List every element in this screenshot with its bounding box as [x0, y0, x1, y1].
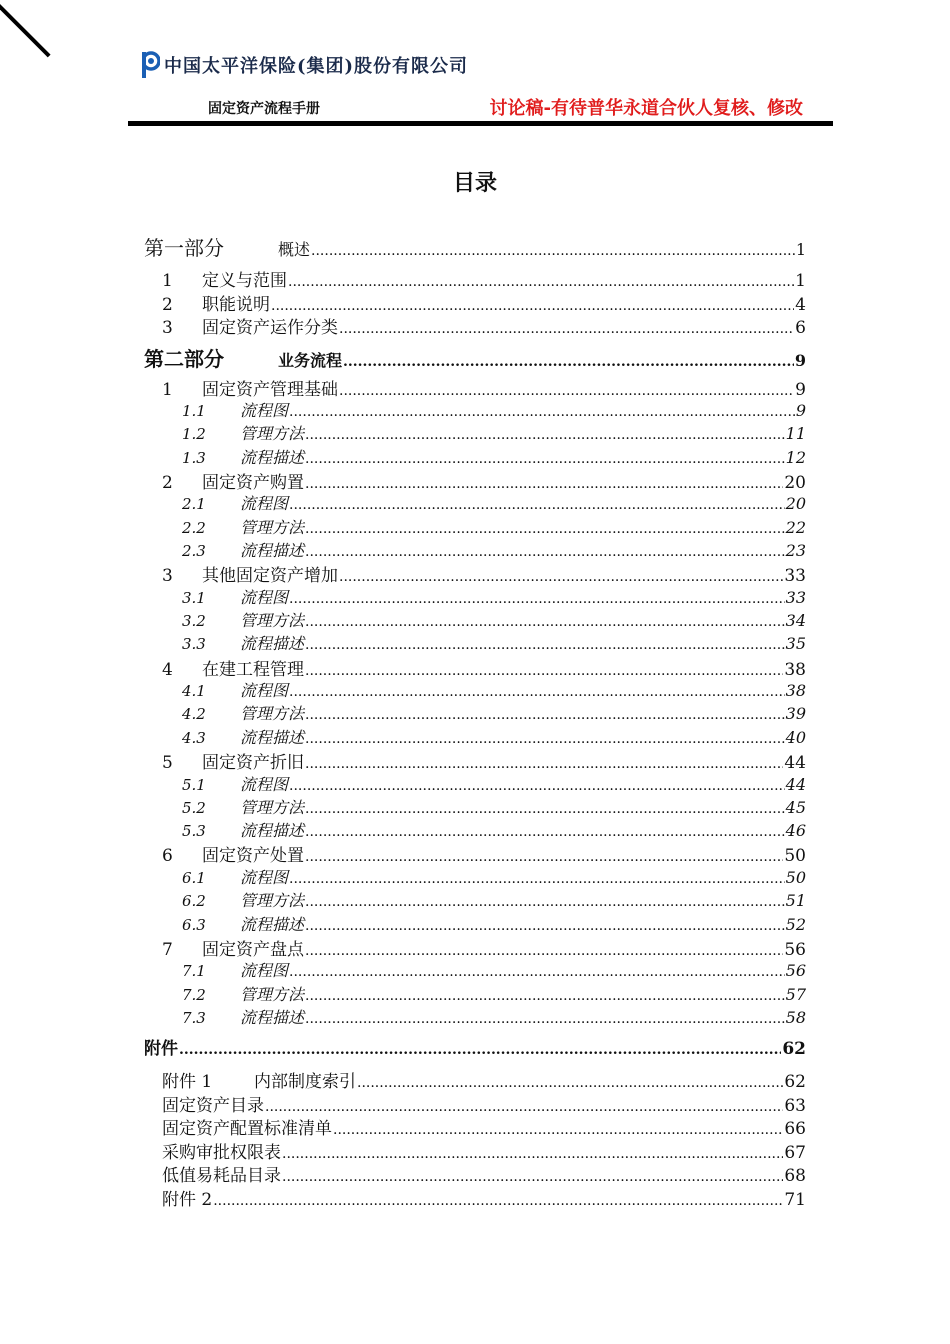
toc-page-number: 58 [785, 1007, 806, 1027]
toc-page-number: 9 [795, 379, 806, 400]
toc-entry-number: 2 [162, 472, 173, 493]
toc-subsection-entry[interactable] [144, 725, 806, 748]
company-logo [142, 50, 468, 80]
toc-leader [333, 1122, 783, 1138]
toc-entry-number: 3 [162, 318, 173, 338]
toc-appendix-entry[interactable] [144, 1185, 806, 1209]
toc-entry-number: 4.2 [182, 705, 206, 724]
toc-leader [305, 801, 785, 817]
toc-entry-title: 流程描述 [240, 447, 305, 467]
toc-leader [289, 404, 795, 420]
toc-entry-title: 固定资产配置标准清单 [162, 1119, 332, 1140]
toc-entry-number: 附件 1 [162, 1072, 213, 1093]
toc-section-entry[interactable] [144, 375, 806, 399]
toc-subsection-entry[interactable] [144, 982, 806, 1005]
toc-leader [305, 707, 785, 723]
toc-appendix-entry[interactable] [144, 1091, 806, 1115]
cpic-logo-icon [142, 50, 160, 80]
toc-entry-title: 管理方法 [240, 611, 305, 631]
toc-entry-number: 6.2 [182, 892, 206, 911]
toc-subsection-entry[interactable] [144, 912, 806, 935]
toc-entry-number: 7.1 [182, 962, 206, 981]
toc-entry-title: 流程描述 [240, 821, 305, 841]
toc-leader [343, 354, 794, 370]
toc-entry-title: 管理方法 [240, 797, 305, 817]
toc-page-number: 1 [795, 271, 806, 291]
toc-subsection-entry[interactable] [144, 491, 806, 514]
toc-entry-number: 3.3 [182, 635, 206, 654]
toc-part-label: 第一部分 [144, 236, 224, 260]
toc-page-number: 39 [785, 704, 806, 724]
toc-leader [357, 1075, 783, 1091]
toc-page-number: 56 [785, 961, 806, 981]
company-name: 中国太平洋保险(集团)股份有限公司 [164, 56, 469, 77]
toc-entry-title: 流程图 [240, 961, 289, 981]
toc-title: 目录 [452, 171, 497, 196]
toc-entry-title: 固定资产购置 [202, 472, 304, 493]
toc-subsection-entry[interactable] [144, 608, 806, 631]
toc-leader [339, 321, 794, 337]
toc-entry-number: 2.2 [182, 518, 206, 537]
toc-entry-title: 固定资产管理基础 [202, 379, 338, 400]
toc-page-number: 51 [785, 891, 806, 911]
toc-leader [305, 894, 785, 910]
toc-entry-title: 流程描述 [240, 1007, 305, 1027]
toc-page-number: 45 [785, 797, 806, 817]
toc-entry-number: 6 [162, 846, 173, 867]
toc-page-number: 9 [794, 350, 806, 370]
toc-entry-title: 低值易耗品目录 [162, 1166, 281, 1187]
toc-entry-title: 固定资产盘点 [202, 939, 304, 960]
toc-section-entry[interactable] [144, 313, 806, 337]
toc-entry-title: 流程图 [240, 774, 289, 794]
toc-entry-title: 定义与范围 [202, 271, 287, 291]
toc-entry-title: 固定资产处置 [202, 846, 304, 867]
toc-entry-number: 3 [162, 566, 173, 587]
toc-page-number: 1 [795, 240, 806, 259]
toc-page-number: 38 [785, 681, 806, 701]
toc-page-number: 11 [785, 424, 806, 444]
toc-page-number: 38 [784, 659, 806, 680]
toc-leader [271, 298, 794, 314]
toc-page-number: 33 [785, 587, 806, 607]
toc-page-number: 20 [784, 472, 806, 493]
toc-entry-number: 1 [162, 379, 173, 400]
toc-entry-title: 管理方法 [240, 424, 305, 444]
toc-leader [305, 663, 783, 679]
toc-leader [305, 731, 785, 747]
toc-part-label: 第二部分 [144, 346, 224, 371]
toc-entry-number: 4.1 [182, 682, 206, 701]
toc-leader [305, 1011, 785, 1027]
toc-entry-number: 5.1 [182, 775, 206, 794]
toc-leader [305, 988, 785, 1004]
toc-subsection-entry[interactable] [144, 398, 806, 421]
draft-note: 讨论稿-有待普华永道合伙人复核、修改 [489, 98, 803, 119]
toc-subsection-entry[interactable] [144, 795, 806, 818]
toc-leader [288, 274, 794, 290]
toc-page-number: 62 [782, 1039, 806, 1060]
toc-leader [305, 849, 783, 865]
toc-leader [305, 476, 783, 492]
toc-entry-title: 职能说明 [202, 294, 270, 315]
toc-entry-title: 流程描述 [240, 634, 305, 654]
toc-entry-title: 流程图 [240, 867, 289, 887]
toc-leader [282, 1169, 783, 1185]
toc-page-number: 9 [795, 401, 806, 420]
toc-subsection-entry[interactable] [144, 958, 806, 981]
toc-entry-title: 管理方法 [240, 891, 305, 911]
toc-entry-title: 流程图 [240, 681, 289, 701]
toc-leader [305, 918, 785, 934]
toc-page-number: 4 [795, 294, 806, 315]
corner-crop-mark [0, 0, 51, 57]
toc-leader [339, 569, 783, 585]
toc-part-title: 概述 [278, 240, 311, 259]
table-of-contents [144, 232, 806, 1208]
toc-appendix-entry[interactable] [144, 1138, 806, 1162]
toc-entry-title: 流程图 [240, 494, 289, 514]
toc-entry-number: 5.3 [182, 822, 206, 841]
toc-entry-title: 流程图 [240, 587, 289, 607]
toc-leader [265, 1099, 783, 1115]
toc-page-number: 35 [785, 634, 806, 654]
toc-section-entry[interactable] [144, 468, 806, 492]
toc-leader [289, 591, 785, 607]
toc-entry-title: 固定资产折旧 [202, 753, 304, 774]
toc-page-number: 66 [784, 1119, 806, 1140]
toc-entry-title: 管理方法 [240, 704, 305, 724]
toc-entry-number: 3.1 [182, 588, 206, 607]
toc-entry-number: 2.3 [182, 541, 206, 560]
toc-leader [289, 778, 785, 794]
toc-subsection-entry[interactable] [144, 678, 806, 701]
toc-entry-title: 在建工程管理 [202, 659, 304, 680]
toc-entry-number: 2 [162, 294, 173, 315]
toc-leader [305, 756, 783, 772]
toc-entry-number: 3.2 [182, 612, 206, 631]
toc-entry-title: 内部制度索引 [254, 1072, 356, 1093]
toc-entry-title: 流程描述 [240, 540, 305, 560]
toc-entry-number: 6.3 [182, 915, 206, 934]
toc-appendix[interactable] [144, 1034, 806, 1067]
toc-leader [305, 451, 785, 467]
toc-entry-title: 固定资产运作分类 [202, 318, 338, 338]
toc-page-number: 23 [785, 540, 806, 560]
toc-subsection-entry[interactable] [144, 538, 806, 561]
toc-part-1[interactable] [144, 232, 806, 266]
toc-page-number: 50 [785, 867, 806, 887]
toc-leader [305, 427, 785, 443]
toc-page-number: 6 [795, 318, 806, 338]
toc-page-number: 44 [785, 774, 806, 794]
toc-page-number: 33 [784, 566, 806, 587]
toc-leader [289, 684, 785, 700]
toc-appendix-entry[interactable] [144, 1161, 806, 1185]
toc-entry-number: 1.3 [182, 448, 206, 467]
manual-title: 固定资产流程手册 [208, 101, 320, 117]
toc-section-entry[interactable] [144, 561, 806, 585]
toc-subsection-entry[interactable] [144, 445, 806, 468]
toc-appendix-entry[interactable] [144, 1114, 806, 1138]
toc-entry-number: 6.1 [182, 868, 206, 887]
toc-entry-number: 5 [162, 753, 173, 774]
toc-leader [305, 521, 785, 537]
toc-page-number: 44 [784, 753, 806, 774]
toc-leader [305, 614, 785, 630]
toc-appendix-entry[interactable] [144, 1067, 806, 1091]
toc-leader [305, 943, 783, 959]
toc-page-number: 34 [785, 611, 806, 631]
toc-page-number: 20 [785, 494, 806, 514]
toc-entry-title: 采购审批权限表 [162, 1142, 281, 1163]
toc-entry-title: 附件 2 [162, 1189, 213, 1210]
toc-leader [305, 544, 785, 560]
toc-entry-title: 其他固定资产增加 [202, 566, 338, 587]
toc-subsection-entry[interactable] [144, 772, 806, 795]
toc-entry-number: 4.3 [182, 728, 206, 747]
toc-page-number: 63 [784, 1095, 806, 1116]
toc-section-entry[interactable] [144, 841, 806, 865]
toc-section-entry[interactable] [144, 935, 806, 959]
toc-entry-number: 7.3 [182, 1008, 206, 1027]
toc-section-entry[interactable] [144, 290, 806, 314]
toc-entry-number: 4 [162, 659, 173, 680]
toc-entry-title: 流程描述 [240, 914, 305, 934]
toc-page-number: 46 [785, 821, 806, 841]
toc-leader [289, 964, 785, 980]
toc-leader [179, 1042, 781, 1058]
toc-leader [305, 824, 785, 840]
toc-entry-number: 1.1 [182, 402, 206, 420]
toc-part-title: 业务流程 [278, 350, 343, 370]
toc-entry-title: 管理方法 [240, 984, 305, 1004]
toc-subsection-entry[interactable] [144, 888, 806, 911]
toc-page-number: 22 [785, 517, 806, 537]
toc-section-entry[interactable] [144, 748, 806, 772]
toc-entry-title: 流程描述 [240, 727, 305, 747]
toc-page-number: 50 [784, 846, 806, 867]
toc-section-entry[interactable] [144, 266, 806, 290]
toc-page-number: 62 [784, 1072, 806, 1093]
toc-page-number: 68 [784, 1166, 806, 1187]
toc-leader [311, 243, 795, 259]
toc-entry-title: 流程图 [240, 401, 289, 420]
toc-page-number: 52 [785, 914, 806, 934]
toc-subsection-entry[interactable] [144, 515, 806, 538]
toc-entry-number: 2.1 [182, 495, 206, 514]
toc-subsection-entry[interactable] [144, 585, 806, 608]
toc-entry-number: 5.2 [182, 798, 206, 817]
toc-page-number: 12 [785, 447, 806, 467]
toc-leader [289, 871, 785, 887]
toc-entry-number: 7.2 [182, 985, 206, 1004]
toc-entry-number: 7 [162, 939, 173, 960]
toc-subsection-entry[interactable] [144, 865, 806, 888]
toc-entry-number: 1.2 [182, 425, 206, 444]
toc-page-number: 67 [784, 1142, 806, 1163]
header-rule [128, 121, 833, 126]
toc-subsection-entry[interactable] [144, 701, 806, 724]
toc-section-entry[interactable] [144, 655, 806, 679]
toc-subsection-entry[interactable] [144, 421, 806, 444]
toc-subsection-entry[interactable] [144, 631, 806, 654]
toc-subsection-entry[interactable] [144, 818, 806, 841]
toc-leader [339, 383, 794, 399]
toc-appendix-title: 附件 [144, 1039, 178, 1060]
toc-page-number: 40 [785, 727, 806, 747]
toc-entry-number: 1 [162, 271, 173, 291]
toc-entry-title: 固定资产目录 [162, 1095, 264, 1116]
toc-subsection-entry[interactable] [144, 1005, 806, 1028]
toc-part-2[interactable] [144, 343, 806, 375]
toc-leader [289, 497, 785, 513]
toc-page-number: 57 [785, 984, 806, 1004]
toc-leader [305, 637, 785, 653]
toc-page-number: 71 [784, 1189, 806, 1210]
toc-page-number: 56 [784, 939, 806, 960]
toc-leader [282, 1146, 783, 1162]
toc-leader [213, 1193, 783, 1209]
toc-entry-title: 管理方法 [240, 517, 305, 537]
